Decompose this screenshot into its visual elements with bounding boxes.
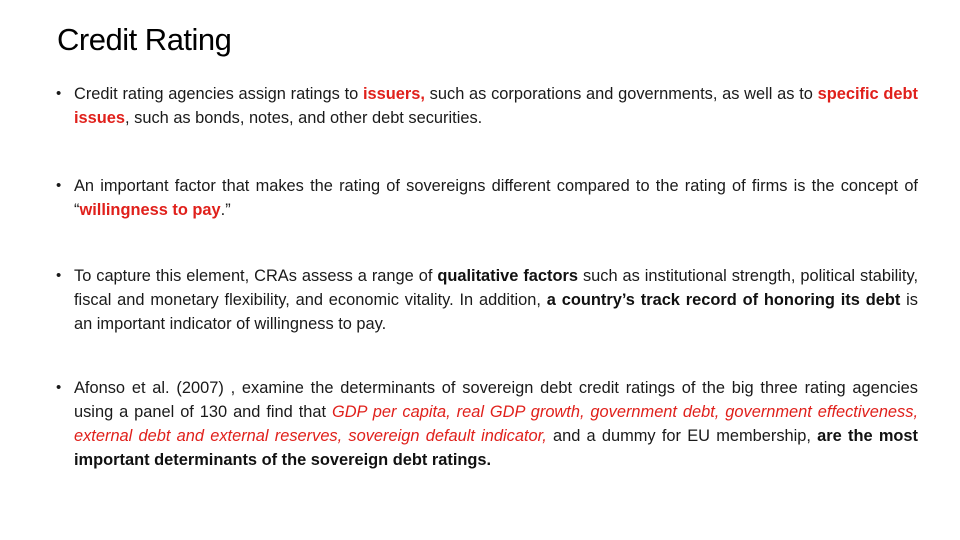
bullet-text: , such as bonds, notes, and other debt securities. (125, 109, 483, 127)
bullet-list (56, 82, 918, 516)
bullet-dot: • (56, 379, 62, 396)
bullet-dot: • (56, 85, 62, 102)
highlight-qualitative-factors: qualitative factors (437, 267, 578, 285)
highlight-determinants-list: GDP per capita, real GDP growth, government debt, government effectiveness, external debt and external reserves, sovereign default indicator, (74, 403, 918, 445)
bullet-text: such as corporations and governments, as well as to (424, 85, 818, 103)
bullet-item-willingness (56, 174, 918, 222)
bullet-text: To capture this element, CRAs assess a range of (74, 267, 438, 285)
bullet-text: An important factor that makes the rating of sovereigns different compared to the rating of firms is the concept of “ (74, 177, 918, 219)
highlight-most-important: are the most important determinants of the sovereign debt ratings. (74, 427, 918, 469)
highlight-willingness-to-pay: willingness to pay (79, 201, 221, 219)
bullet-item-afonso (56, 376, 918, 472)
bullet-text: such as institutional strength, political stability, fiscal and monetary flexibility, and economic vitality. In addition, (74, 267, 918, 309)
bullet-text: Credit rating agencies assign ratings to (74, 85, 363, 103)
bullet-text: is an important indicator of willingness to pay. (74, 291, 918, 333)
highlight-specific-debt-issues: specific debt issues (74, 85, 918, 127)
slide-title: Credit Rating (57, 22, 232, 57)
bullet-dot: • (56, 177, 62, 194)
bullet-text: Afonso et al. (2007) , examine the determinants of sovereign debt credit ratings of the big three rating agencies using a panel of 130 and find that (74, 379, 918, 421)
highlight-issuers: issuers, (362, 85, 425, 103)
bullet-dot: • (56, 267, 62, 284)
bullet-item-qualitative (56, 264, 918, 336)
bullet-text: and a dummy for EU membership, (546, 427, 818, 445)
highlight-track-record: a country’s track record of honoring its debt (546, 291, 901, 309)
bullet-item-issuers (56, 82, 918, 130)
bullet-text: .” (220, 201, 231, 219)
